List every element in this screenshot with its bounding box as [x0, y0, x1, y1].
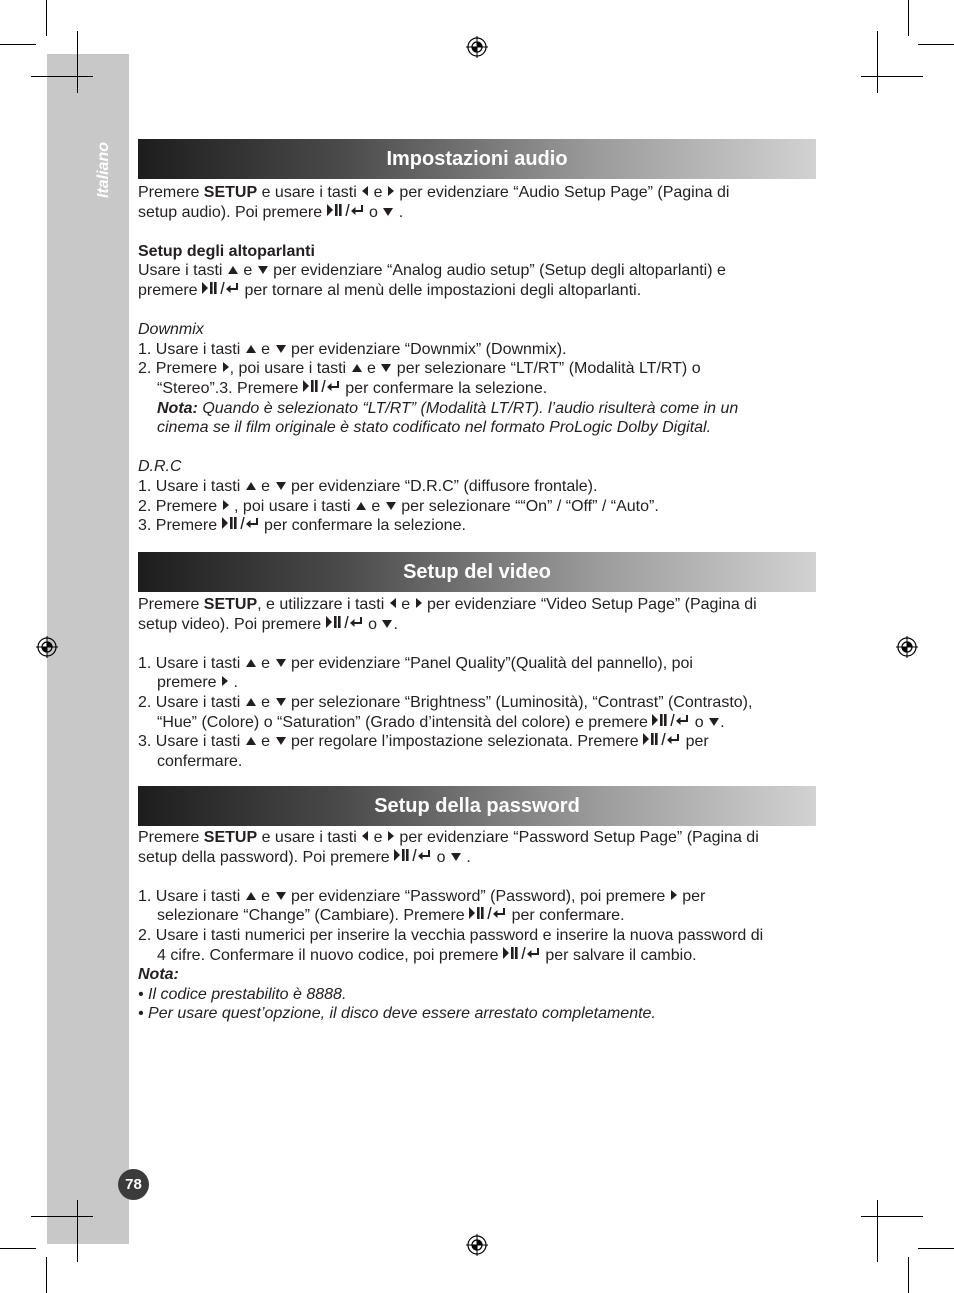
crop-mark — [918, 44, 954, 45]
paragraph: Premere SETUP, e utilizzare i tasti e per evidenziare “Video Setup Page” (Pagina di — [138, 596, 757, 613]
play-pause-enter-icon — [643, 732, 681, 752]
section-title-video: Setup del video — [138, 552, 816, 592]
right-arrow-icon — [387, 183, 395, 203]
down-arrow-icon — [381, 615, 393, 635]
list-item: 2. Usare i tasti e per selezionare “Brightness” (Luminosità), “Contrast” (Contrasto), — [138, 693, 753, 711]
list-item: 2. Premere , poi usare i tasti e per selezionare “LT/RT” (Modalità LT/RT) o — [138, 360, 701, 378]
language-label: Italiano — [95, 141, 112, 198]
play-pause-enter-icon — [503, 946, 541, 966]
crop-mark — [46, 0, 47, 36]
up-arrow-icon — [355, 497, 367, 517]
play-pause-enter-icon — [303, 379, 341, 399]
list-item: 1. Usare i tasti e per evidenziare “Downmix” (Downmix). — [138, 340, 567, 358]
crop-mark — [908, 0, 909, 36]
right-arrow-icon — [222, 359, 230, 379]
crop-mark — [77, 31, 78, 93]
left-arrow-icon — [361, 828, 369, 848]
paragraph: setup video). Poi premere o . — [138, 615, 398, 633]
paragraph: premere per tornare al menù delle impostazioni degli altoparlanti. — [138, 281, 642, 299]
subheading: Setup degli altoparlanti — [138, 242, 315, 260]
list-item: 3. Usare i tasti e per regolare l’impostazione selezionata. Premere per — [138, 733, 709, 751]
right-arrow-icon — [670, 887, 678, 907]
crop-mark — [861, 1216, 923, 1217]
registration-mark-icon — [466, 36, 488, 58]
side-strip — [47, 54, 129, 1244]
play-pause-enter-icon — [469, 906, 507, 926]
registration-mark-icon — [466, 1234, 488, 1256]
down-arrow-icon — [708, 713, 720, 733]
down-arrow-icon — [382, 203, 394, 223]
play-pause-enter-icon — [326, 615, 364, 635]
note: Nota: Quando è selezionato “LT/RT” (Modalità LT/RT). l’audio risulterà come in un — [157, 399, 739, 417]
down-arrow-icon — [450, 848, 462, 868]
subheading: Downmix — [138, 321, 204, 339]
left-arrow-icon — [389, 595, 397, 615]
play-pause-enter-icon — [394, 848, 432, 868]
paragraph: Usare i tasti e per evidenziare “Analog audio setup” (Setup degli altoparlanti) e — [138, 262, 726, 280]
paragraph: setup della password). Poi premere o . — [138, 848, 471, 866]
note: • Il codice prestabilito è 8888. — [138, 985, 347, 1003]
play-pause-enter-icon — [327, 203, 365, 223]
crop-mark — [877, 1200, 878, 1262]
down-arrow-icon — [380, 359, 392, 379]
list-item: 1. Usare i tasti e per evidenziare “Panel Quality”(Qualità del pannello), poi — [138, 654, 693, 672]
up-arrow-icon — [245, 887, 257, 907]
crop-mark — [908, 1257, 909, 1293]
up-arrow-icon — [245, 654, 257, 674]
section-title-password: Setup della password — [138, 786, 816, 826]
crop-mark — [861, 76, 923, 77]
list-item: 3. Premere per confermare la selezione. — [138, 517, 466, 535]
list-item: 2. Premere , poi usare i tasti e per selezionare ““On” / “Off” / “Auto”. — [138, 497, 659, 515]
down-arrow-icon — [275, 654, 287, 674]
up-arrow-icon — [245, 693, 257, 713]
crop-mark — [77, 1200, 78, 1262]
right-arrow-icon — [221, 673, 229, 693]
crop-mark — [46, 1257, 47, 1293]
list-item: “Hue” (Colore) o “Saturation” (Grado d’intensità del colore) e premere o . — [157, 713, 725, 731]
down-arrow-icon — [385, 497, 397, 517]
up-arrow-icon — [245, 477, 257, 497]
down-arrow-icon — [275, 477, 287, 497]
paragraph: setup audio). Poi premere o . — [138, 203, 404, 221]
down-arrow-icon — [275, 887, 287, 907]
left-arrow-icon — [361, 183, 369, 203]
list-item: “Stereo”.3. Premere per confermare la selezione. — [157, 379, 548, 397]
subheading: D.R.C — [138, 458, 182, 476]
list-item: 1. Usare i tasti e per evidenziare “Password” (Password), poi premere per — [138, 887, 706, 905]
audio-section — [138, 183, 818, 536]
section-title-audio: Impostazioni audio — [138, 139, 816, 179]
play-pause-enter-icon — [652, 713, 690, 733]
list-item: 1. Usare i tasti e per evidenziare “D.R.C” (diffusore frontale). — [138, 477, 598, 495]
crop-mark — [877, 31, 878, 93]
crop-mark — [0, 1248, 36, 1249]
down-arrow-icon — [257, 261, 269, 281]
down-arrow-icon — [275, 340, 287, 360]
language-tab — [95, 130, 135, 200]
note: cinema se il film originale è stato codificato nel formato ProLogic Dolby Digital. — [157, 419, 712, 437]
right-arrow-icon — [222, 497, 230, 517]
crop-mark — [31, 1216, 93, 1217]
down-arrow-icon — [275, 693, 287, 713]
crop-mark — [0, 44, 36, 45]
right-arrow-icon — [387, 828, 395, 848]
note-label: Nota: — [138, 966, 179, 984]
up-arrow-icon — [245, 732, 257, 752]
list-item: confermare. — [157, 752, 243, 770]
play-pause-enter-icon — [202, 281, 240, 301]
list-item: premere . — [157, 674, 238, 692]
list-item: selezionare “Change” (Cambiare). Premere per confermare. — [157, 907, 625, 925]
registration-mark-icon — [896, 636, 918, 658]
crop-mark — [31, 76, 93, 77]
paragraph: Premere SETUP e usare i tasti e per evidenziare “Password Setup Page” (Pagina di — [138, 829, 759, 846]
up-arrow-icon — [227, 261, 239, 281]
registration-mark-icon — [36, 636, 58, 658]
crop-mark — [918, 1248, 954, 1249]
password-section — [138, 828, 818, 1024]
up-arrow-icon — [351, 359, 363, 379]
play-pause-enter-icon — [222, 516, 260, 536]
note: • Per usare quest’opzione, il disco deve essere arrestato completamente. — [138, 1005, 656, 1023]
right-arrow-icon — [415, 595, 423, 615]
page-number: 78 — [118, 1169, 149, 1200]
list-item: 2. Usare i tasti numerici per inserire la vecchia password e inserire la nuova password di — [138, 926, 764, 944]
down-arrow-icon — [275, 732, 287, 752]
paragraph: Premere SETUP e usare i tasti e per evidenziare “Audio Setup Page” (Pagina di — [138, 184, 730, 201]
up-arrow-icon — [245, 340, 257, 360]
list-item: 4 cifre. Confermare il nuovo codice, poi premere per salvare il cambio. — [157, 946, 697, 964]
video-section — [138, 595, 818, 771]
